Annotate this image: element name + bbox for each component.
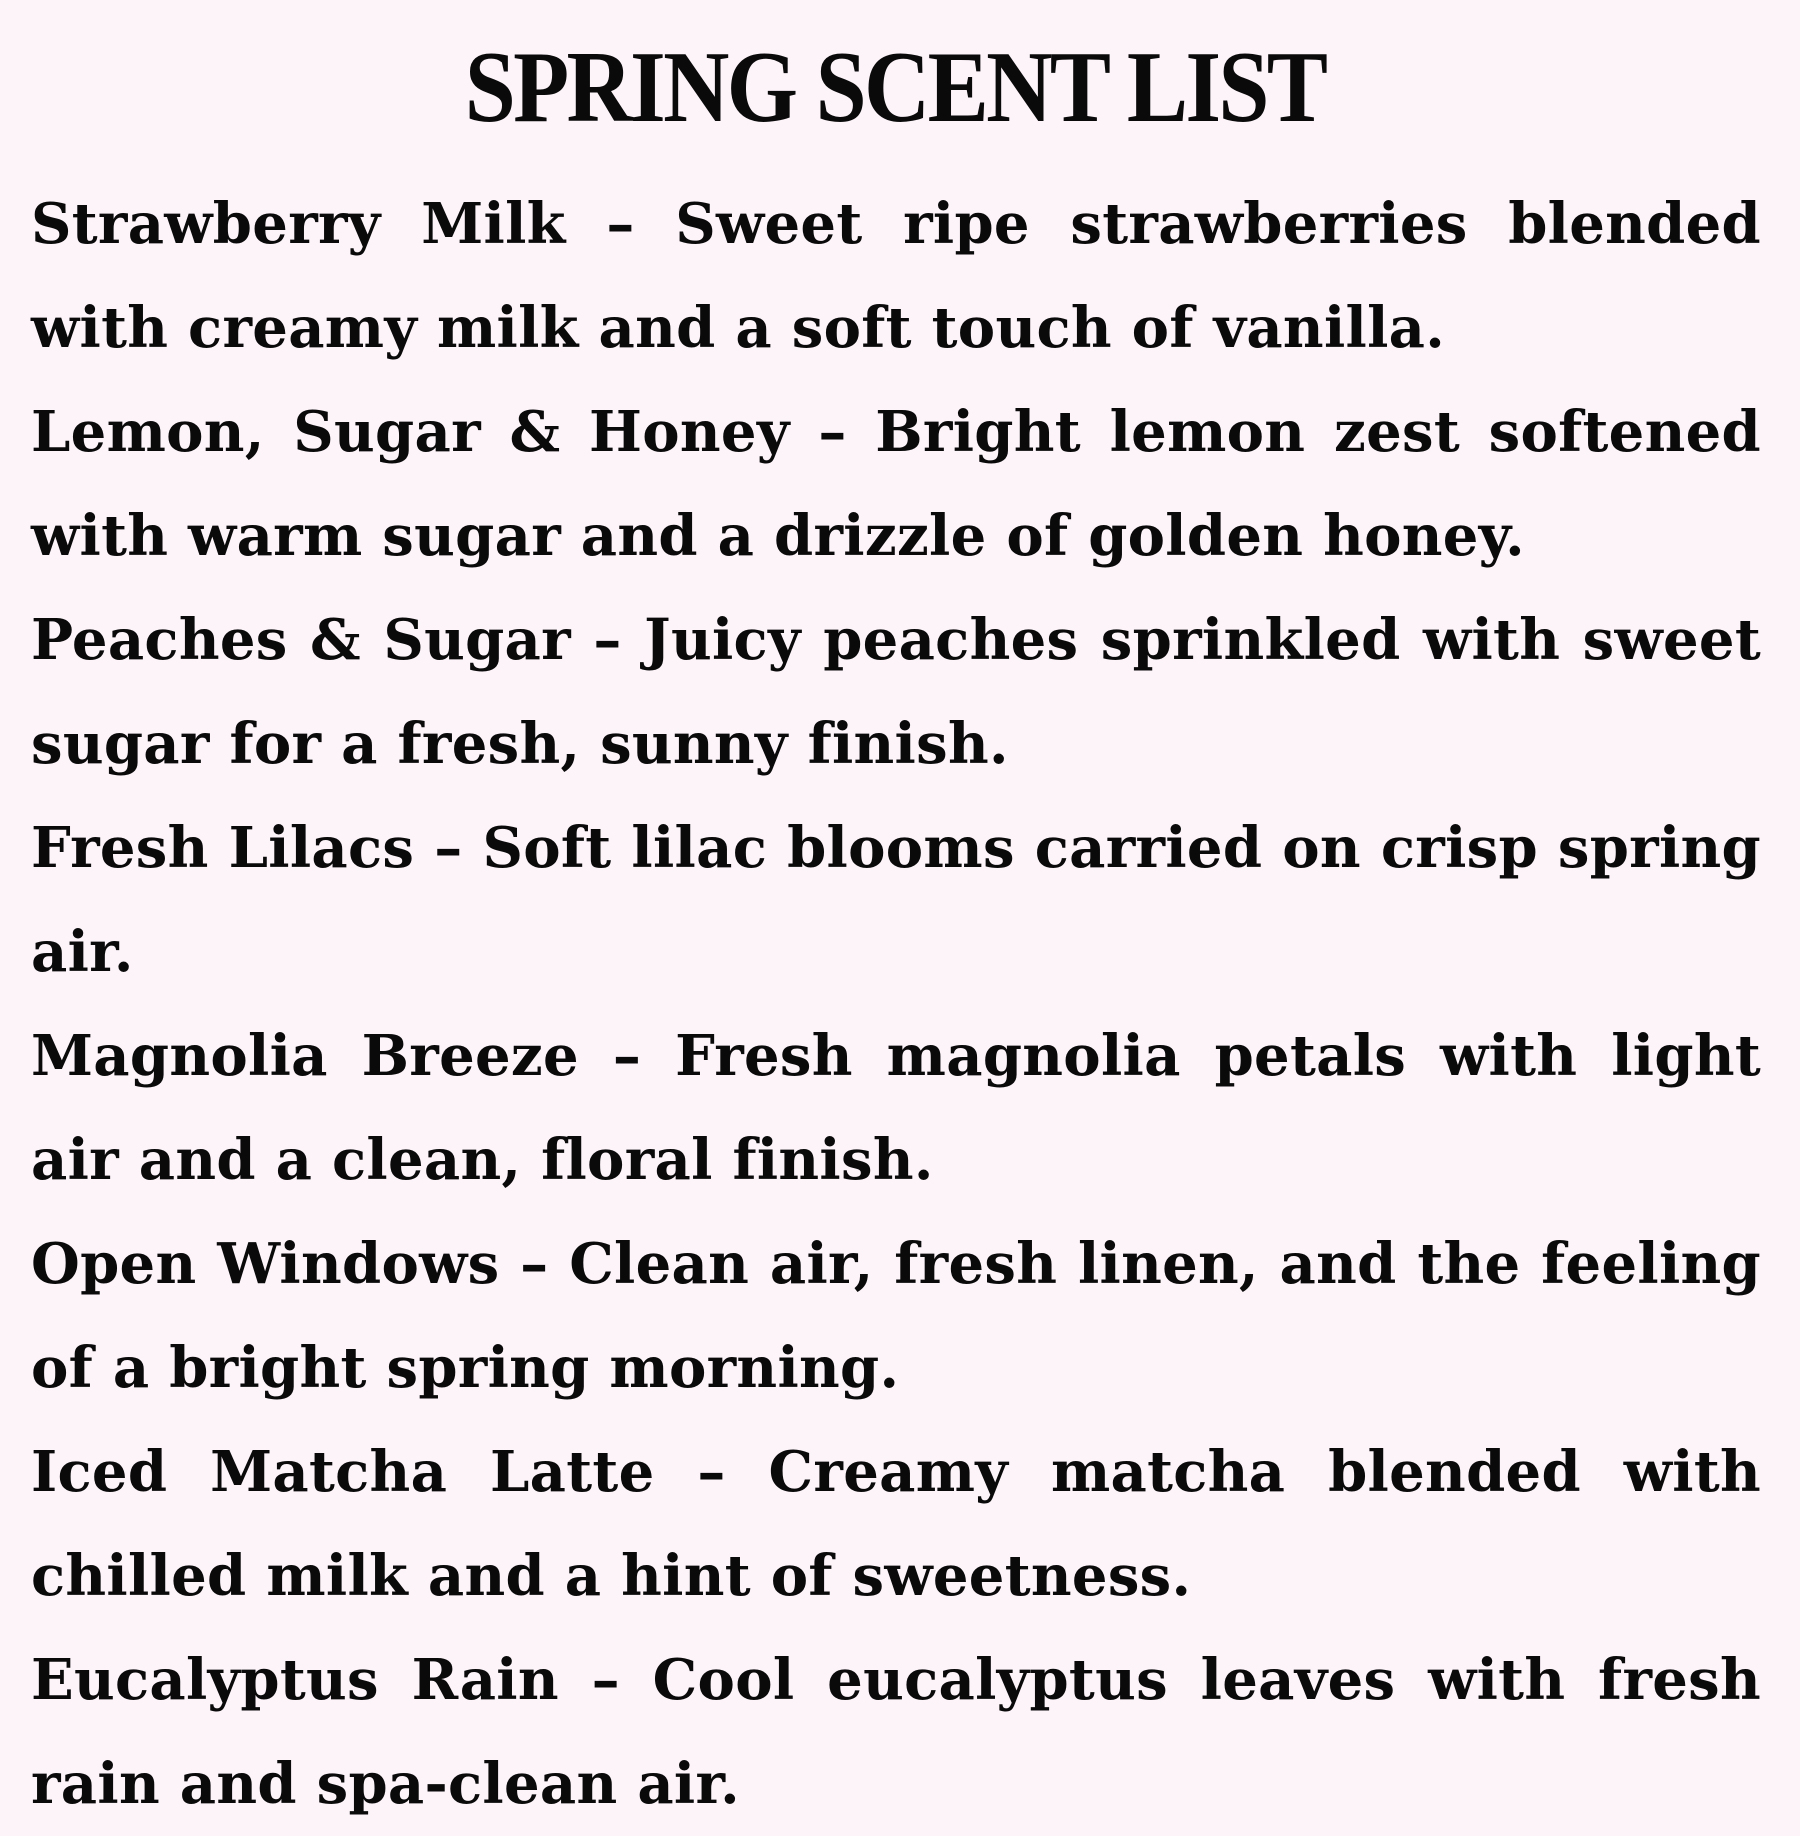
scent-name: Fresh Lilacs xyxy=(31,815,415,881)
scent-name: Iced Matcha Latte xyxy=(31,1439,655,1505)
scent-description: Creamy matcha blended with chilled milk and a hint of sweetness. xyxy=(31,1439,1762,1609)
separator: – xyxy=(593,607,622,673)
separator: – xyxy=(520,1231,549,1297)
scent-description: Soft lilac blooms carried on crisp spring air. xyxy=(31,815,1762,985)
scent-name: Peaches & Sugar xyxy=(31,607,571,673)
scent-name: Lemon, Sugar & Honey xyxy=(31,399,790,465)
separator: – xyxy=(434,815,463,881)
scent-description: Cool eucalyptus leaves with fresh rain and spa-clean air. xyxy=(31,1647,1762,1817)
scent-item-lemon-sugar-honey xyxy=(31,380,1761,588)
scent-item-peaches-sugar xyxy=(31,588,1761,796)
separator: – xyxy=(612,1023,642,1089)
page-title: SPRING SCENT LIST xyxy=(464,31,1326,144)
scent-item-iced-matcha-latte xyxy=(31,1420,1761,1628)
separator: – xyxy=(606,191,635,257)
scent-item-eucalyptus-rain xyxy=(31,1628,1761,1836)
separator: – xyxy=(818,399,847,465)
separator: – xyxy=(697,1439,726,1505)
scent-description: Juicy peaches sprinkled with sweet sugar for a fresh, sunny finish. xyxy=(31,607,1762,777)
scent-description: Fresh magnolia petals with light air and a clean, floral finish. xyxy=(31,1023,1762,1193)
scent-name: Strawberry Milk xyxy=(31,191,566,257)
scent-item-fresh-lilacs xyxy=(31,796,1761,1004)
scent-description: Clean air, fresh linen, and the feeling of a bright spring morning. xyxy=(31,1231,1762,1401)
scent-description: Bright lemon zest softened with warm sugar and a drizzle of golden honey. xyxy=(31,399,1761,569)
scent-item-magnolia-breeze xyxy=(31,1004,1761,1212)
scent-list xyxy=(31,172,1761,1836)
scent-item-open-windows xyxy=(31,1212,1761,1420)
scent-description: Sweet ripe strawberries blended with creamy milk and a soft touch of vanilla. xyxy=(31,191,1762,361)
scent-item-strawberry-milk xyxy=(31,172,1761,380)
scent-name: Eucalyptus Rain xyxy=(31,1647,559,1713)
separator: – xyxy=(591,1647,620,1713)
scent-name: Open Windows xyxy=(31,1231,500,1297)
scent-name: Magnolia Breeze xyxy=(31,1023,579,1089)
